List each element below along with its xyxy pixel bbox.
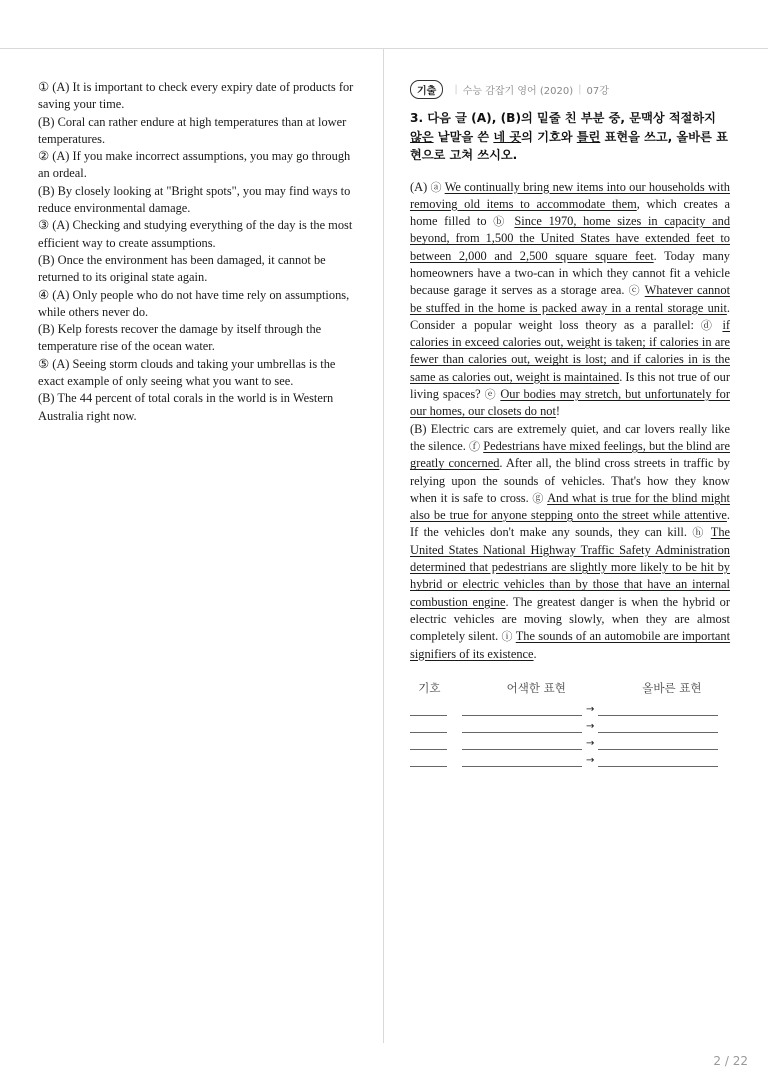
marker-f: ⓕ [468, 439, 481, 453]
marker-c: ⓒ [628, 284, 641, 298]
question-text: 의 기호와 [521, 129, 577, 144]
symbol-blank[interactable] [410, 754, 447, 767]
source-header [410, 79, 730, 99]
underlined-d: if calories in exceed calories out, weight is taken; if calories in are fewer than calories out, weight is lost; and if calories in is the same as calories out, weight is maintained [410, 317, 731, 384]
underlined-b: Since 1970, home sizes in capacity and beyond, from 1,500 the United States have extended feet to between 2,000 and 2,500 square square feet [410, 214, 731, 263]
option-4b: (B) Kelp forests recover the damage by itself through the temperature rise of the ocean water. [38, 322, 322, 354]
arrow-icon: → [586, 754, 595, 766]
underlined-g: And what is true for the blind might also be true for anyone stepping onto the street while attentive [410, 490, 730, 523]
marker-g: ⓖ [532, 491, 545, 505]
header-rule [0, 48, 768, 49]
passage-text: ! [555, 404, 561, 419]
question-emphasis: 틀린 [576, 129, 601, 144]
passage-text: . If the vehicles don't make any sounds, they can kill. [410, 508, 730, 540]
option-1b: (B) Coral can rather endure at high temperatures than at lower temperatures. [38, 114, 347, 146]
passage-a [410, 179, 730, 421]
passage-text: , which creates a home filled to [410, 196, 731, 229]
past-exam-badge: 기출 [410, 80, 443, 99]
correct-expression-blank[interactable] [598, 703, 718, 716]
wrong-expression-blank[interactable] [462, 754, 582, 767]
col-wrong-header: 어색한 표현 [506, 680, 566, 695]
passage-text: . Consider a popular weight loss theory as a parallel: [410, 300, 730, 332]
option-4a: ④ (A) Only people who do not have time rely on assumptions, while others never do. [38, 287, 350, 319]
passage-text: (A) [410, 179, 431, 194]
col-symbol-header: 기호 [418, 680, 441, 695]
option-5b: (B) The 44 percent of total corals in the world is in Western Australia right now. [38, 391, 334, 423]
arrow-icon: → [586, 703, 595, 715]
marker-b: ⓑ [493, 215, 508, 229]
question-emphasis: 네 곳 [493, 129, 522, 144]
passage-text: . After all, the blind cross streets in traffic by relying upon the sounds of vehicles. That's how they know when it is safe to cross. [410, 456, 731, 505]
option-1a: ① (A) It is important to check every expiry date of products for saving your time. [38, 80, 354, 112]
option-2a: ② (A) If you make incorrect assumptions, you may go through an ordeal. [38, 149, 351, 181]
symbol-blank[interactable] [410, 737, 447, 750]
option-3a: ③ (A) Checking and studying everything of the day is the most efficient way to create assumptions. [38, 218, 353, 250]
option-5a: ⑤ (A) Seeing storm clouds and taking your umbrellas is the exact example of only seeing what you want to see. [38, 356, 336, 389]
answer-options [38, 79, 358, 425]
question-text: 낱말을 쓴 [433, 129, 494, 144]
passage-text: . Today many homeowners have a two-can in which they cannot fit a vehicle because garage it serves as a storage area. [410, 248, 730, 298]
question-text: 표현을 쓰고, 올바른 표현으로 고쳐 쓰시오. [410, 129, 728, 162]
arrow-icon: → [586, 720, 595, 732]
underlined-i: The sounds of an automobile are important signifiers of its existence [410, 629, 731, 661]
passage-text: . Is this not true of our living spaces? [410, 369, 730, 402]
underlined-h: The United States National Highway Traffic Safety Administration determined that pedestrians are slightly more likely to be hit by hybrid or electric vehicles than by those that have an internal combustion engine [410, 525, 731, 609]
source-label: 수능 감잡기 영어 (2020) [462, 85, 574, 97]
passage-text: . The greatest danger is when the hybrid or electric vehicles are moving slowly, when they are almost completely silent. [410, 594, 730, 644]
marker-a: ⓐ [430, 180, 442, 194]
column-divider [383, 48, 384, 1043]
correct-expression-blank[interactable] [598, 737, 718, 750]
option-3b: (B) Once the environment has been damaged, it cannot be returned to its original state again. [38, 252, 326, 285]
underlined-f: Pedestrians have mixed feelings, but the blind are greatly concerned [410, 438, 730, 471]
answer-row [410, 733, 730, 750]
answer-table-header [410, 677, 730, 699]
page-number: 2 / 22 [713, 1054, 748, 1068]
marker-i: ⓘ [501, 630, 513, 644]
underlined-c: Whatever cannot be stuffed in the home is packed away in a rental storage unit [410, 283, 731, 315]
symbol-blank[interactable] [410, 703, 447, 716]
question-column [410, 79, 730, 767]
passage-text: (B) Electric cars are extremely quiet, and car lovers really like the silence. [410, 421, 730, 453]
passage-b [410, 421, 730, 663]
wrong-expression-blank[interactable] [462, 720, 582, 733]
reading-passage [410, 179, 730, 663]
question-emphasis: 않은 [410, 129, 434, 144]
marker-d: ⓓ [700, 318, 716, 332]
wrong-expression-blank[interactable] [462, 737, 582, 750]
answer-table [410, 677, 730, 767]
lesson-label: 07강 [586, 85, 609, 97]
wrong-expression-blank[interactable] [462, 703, 582, 716]
passage-text: . [533, 646, 537, 661]
answer-row [410, 716, 730, 733]
answer-row [410, 750, 730, 767]
divider-glyph: | [454, 83, 458, 95]
underlined-e: Our bodies may stretch, but unfortunately for our homes, our closets do not [410, 387, 730, 419]
marker-h: ⓗ [692, 526, 706, 540]
question-text: 3. 다음 글 (A), (B)의 밑줄 친 부분 중, 문맥상 적절하지 [410, 111, 716, 125]
col-correct-header: 올바른 표현 [642, 680, 702, 695]
symbol-blank[interactable] [410, 720, 447, 733]
underlined-a: We continually bring new items into our households with removing old items to accommodate them [410, 179, 730, 211]
correct-expression-blank[interactable] [598, 754, 718, 767]
question-prompt [410, 109, 730, 165]
marker-e: ⓔ [484, 388, 497, 402]
correct-expression-blank[interactable] [598, 720, 718, 733]
arrow-icon: → [586, 737, 595, 749]
divider-glyph: | [578, 83, 582, 95]
option-2b: (B) By closely looking at "Bright spots", you may find ways to reduce environmental damage. [38, 183, 351, 216]
answer-row [410, 699, 730, 716]
